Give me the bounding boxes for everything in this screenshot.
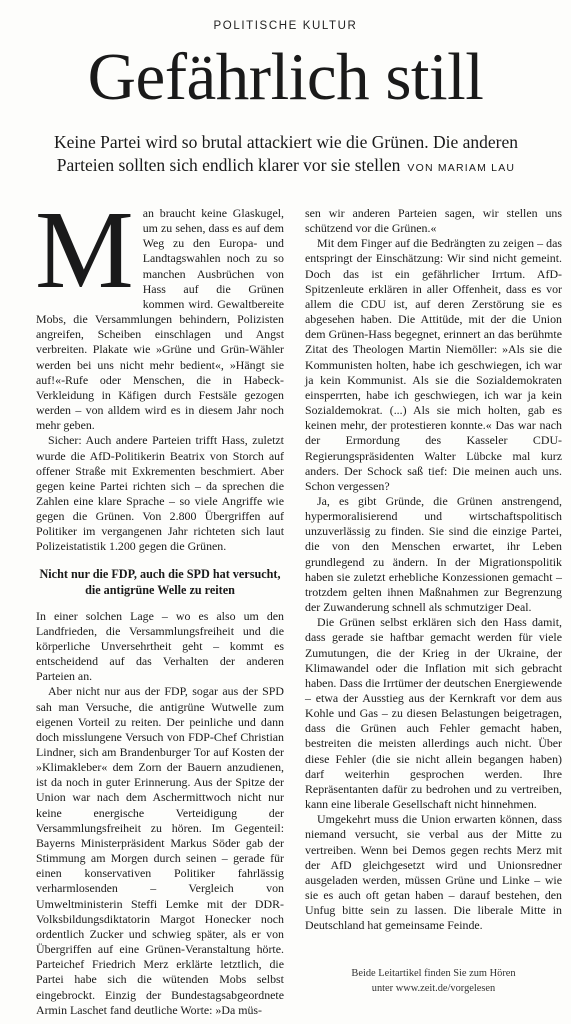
left-column [35, 189, 284, 1018]
lead-paragraph [35, 189, 284, 433]
dek [32, 131, 540, 180]
section-kicker: POLITISCHE KULTUR [213, 20, 358, 32]
body-paragraph: Ja, es gibt Gründe, die Grünen anstrengend, hypermoralisierend und wirtschaftspolitisch unzuverlässig zu finden. Sie sind die einzige Partei, die von den Menschen erwartet, ihr Leben grundlegend zu ändern. In der Migrationspolitik haben sie zuletzt erhebliche Konzessionen gemacht – trotzdem gelten ihnen Maßnahmen zur Begrenzung der Zuwanderung schnell als schmutziger Deal. [305, 493, 562, 615]
headline: Gefährlich still [87, 40, 484, 114]
body-paragraph: sen wir anderen Parteien sagen, wir stellen uns schützend vor die Grünen.« [305, 206, 562, 236]
audio-note [305, 966, 562, 996]
dropcap: M [35, 189, 134, 312]
body-paragraph: Die Grünen selbst erklären sich den Hass damit, dass gerade sie haftbar gemacht werden für viele Zumutungen, die der Krieg in der Ukraine, der Klimawandel oder die Inflation mit sich gebracht haben. Dass die Irrtümer der deutschen Energiewende – etwa der Ausstieg aus der Kernkraft vor dem aus Kohle und Gas – zu diesen Belastungen beigetragen, dass die Grünen auch Fehler gemacht haben, bestreiten die meisten allerdings auch nicht. Über diese Fehler (die sie nicht allein begangen haben) darf weiterhin gesprochen werden. Ihre Repräsentanten dafür zu bedrohen und zu vertreiben, kann eine liberale Gesellschaft nicht hinnehmen. [305, 615, 562, 812]
lead-paragraph-text: an braucht keine Glaskugel, um zu sehen, dass es auf dem Weg zu den Europa- und Landtagswahlen noch zu so manchen Ausbrüchen von Hass auf die Grünen kommen wird. Gewaltbereite Mobs, die Versammlungen behindern, Polizisten angreifen, Scheiben einschlagen und Angst verbreiten. Plakate wie »Grüne und Grün-Wähler werden bei uns nicht mehr bedient«, »Hängt sie auf!«-Rufe oder Menschen, die in Habeck-Verkleidung in Käfigen durch Festsäle gezogen werden – von alldem wird es in diesem Jahr noch mehr geben. [36, 206, 284, 433]
byline: VON MARIAM LAU [407, 162, 516, 174]
body-paragraph: Aber nicht nur aus der FDP, sogar aus der SPD sah man Versuche, die antigrüne Wutwelle zum eigenen Vorteil zu reiten. Der peinliche und dann doch misslungene Versuch von FDP-Chef Christian Lindner, sich am Brandenburger Tor auf Kosten der »Klimakleber« dem Zorn der Bauern anzudienen, ist da noch in guter Erinnerung. Aus der Spitze der Union war nach dem Aschermittwoch nicht nur keine energische Verteidigung der Versammlungsfreiheit zu hören. Im Gegenteil: Bayerns Ministerpräsident Markus Söder gab der Stimmung am Morgen durch seinen – gerade für einen konservativen Politiker fahrlässig verharmlosenden – Vergleich von Umweltministerin Steffi Lemke mit der DDR-Volksbildungsdiktatorin Margot Honecker noch ordentlich Zucker und schwieg später, als er von Übergriffen auf eine Grünen-Veranstaltung hörte. Parteichef Friedrich Merz erklärte letztlich, die Partei habe sich die wütenden Mobs selbst eingebrockt. Einzig der Bundestagsabgeordnete Armin Laschet fand deutliche Worte: »Da müs- [36, 684, 284, 1017]
subheading: Nicht nur die FDP, auch die SPD hat versucht, die antigrüne Welle zu reiten [39, 566, 281, 597]
dek-text: Keine Partei wird so brutal attackiert wie die Grünen. Die anderen Parteien sollten sich endlich klarer vor sie stellen [53, 132, 519, 175]
body-paragraph: In einer solchen Lage – wo es also um den Landfrieden, die Versammlungsfreiheit und die körperliche Unversehrtheit geht – kommt es entscheidend auf das Verhalten der anderen Parteien an. [36, 608, 284, 684]
body-paragraph: Umgekehrt muss die Union erwarten können, dass niemand versucht, sie verbal aus der Mitte zu vertreiben. Wenn bei Demos gegen rechts Merz mit der AfD gleichgesetzt wird und Unionsredner ausgeladen werden, müssen Grüne und Linke – wie sie es auch oft getan haben – darauf bestehen, den Unfug bitte sein zu lassen. Die liberale Mitte in Deutschland hat gemeinsame Feinde. [305, 812, 562, 933]
right-column [305, 206, 562, 934]
body-paragraph: Sicher: Auch andere Parteien trifft Hass, zuletzt wurde die AfD-Politikerin Beatrix von Storch auf offener Straße mit Exkrementen beschmiert. Aber gegen keine Partei richten sich – da sprechen die Zahlen eine klare Sprache – so viele Angriffe wie gegen die Grünen. Von 2.800 Übergriffen auf Politiker im vergangenen Jahr richteten sich laut Polizeistatistik 1.200 gegen die Grünen. [36, 433, 284, 554]
audio-note-line-2: unter www.zeit.de/vorgelesen [371, 983, 496, 994]
body-paragraph: Mit dem Finger auf die Bedrängten zu zeigen – das entspringt der Einschätzung: Wir sind nicht gemeint. Doch das ist ein gefährlicher Irrtum. AfD-Spitzenleute erklären in aller Offenheit, dass es vor allem die CDU ist, auf deren Zerstörung sie es abgesehen haben. Die Attitüde, mit der die Union dem Grünen-Hass begegnet, erinnert an das berühmte Zitat des Theologen Martin Niemöller: »Als sie die Kommunisten holten, habe ich geschwiegen, ich war ja kein Kommunist. Als sie die Sozialdemokraten einsperrten, habe ich geschwiegen, ich war ja kein Sozialdemokrat. (...) Als sie mich holten, gab es keinen mehr, der protestieren konnte.« Das war nach der Ermordung des Kasseler CDU-Regierungspräsidenten Walter Lübcke mal kurz anders. Der Schock saß tief: Die meinen auch uns. Schon vergessen? [305, 236, 562, 493]
audio-note-line-1: Beide Leitartikel finden Sie zum Hören [351, 968, 516, 979]
